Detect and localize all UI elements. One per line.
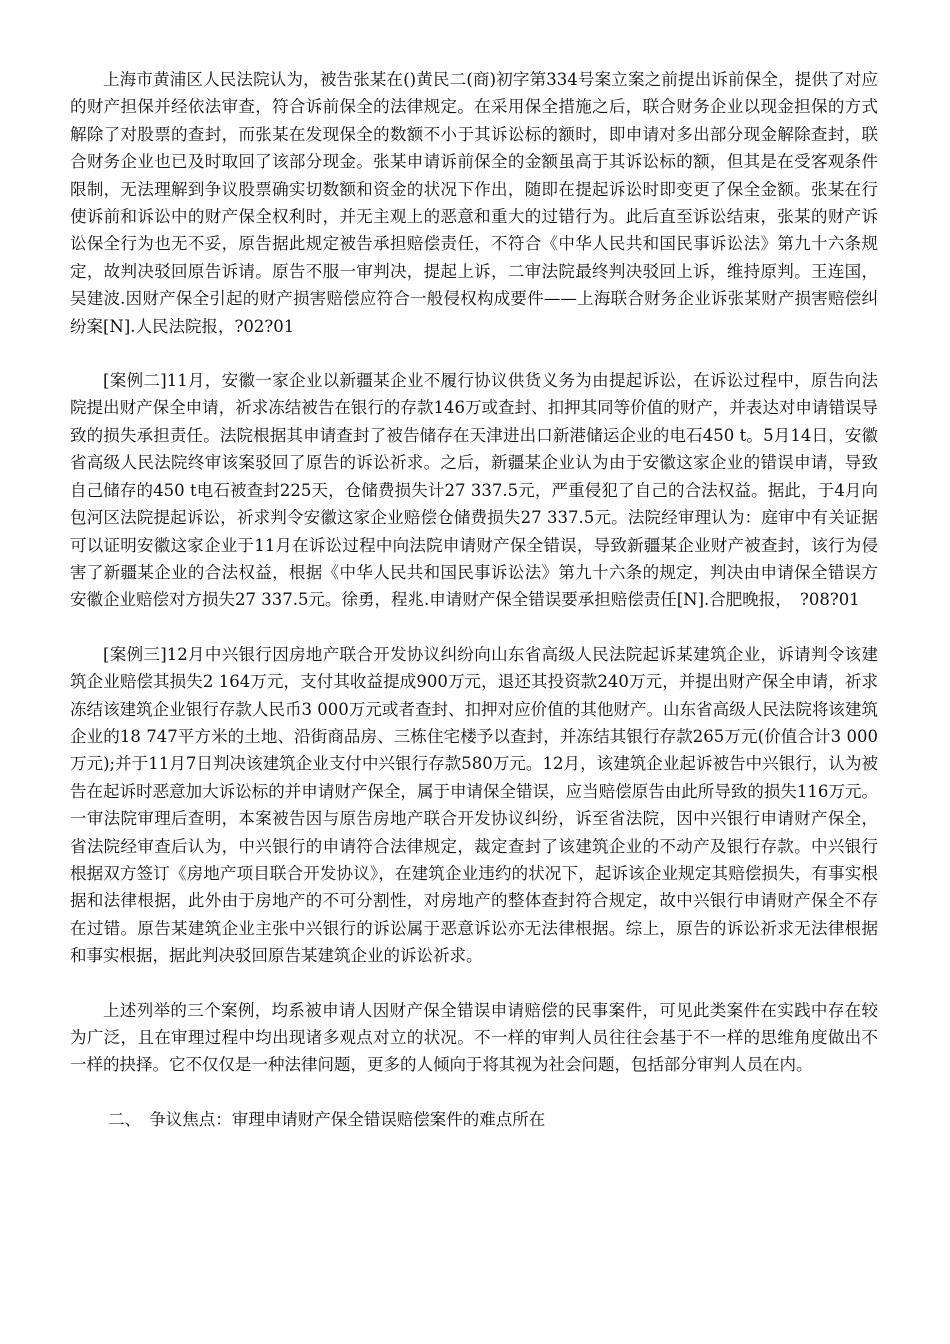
paragraph-gap [70, 970, 878, 997]
paragraph-court-opinion: 上海市黄浦区人民法院认为，被告张某在()黄民二(商)初字第334号案立案之前提出诉前保全，提供了对应的财产担保并经依法审查，符合诉前保全的法律规定。在采用保全措施之后，联合财务企业以现金担保的方式解除了对股票的查封，而张某在发现保全的数额不小于其诉讼标的额时，即申请对多出部分现金解除查封，联合财务企业也已及时取回了该部分现金。张某申请诉前保全的金额虽高于其诉讼标的额，但其是在受客观条件限制，无法理解到争议股票确实切数额和资金的状况下作出，随即在提起诉讼时即变更了保全金额。张某在行使诉前和诉讼中的财产保全权利时，并无主观上的恶意和重大的过错行为。此后直至诉讼结束，张某的财产诉讼保全行为也无不妥，原告据此规定被告承担赔偿责任，不符合《中华人民共和国民事诉讼法》第九十六条规定，故判决驳回原告诉请。原告不服一审判决，提起上诉，二审法院最终判决驳回上诉，维持原判。王连国，吴建波.因财产保全引起的财产损害赔偿应符合一般侵权构成要件——上海联合财务企业诉张某财产损害赔偿纠纷案[N].人民法院报，?02?01 [70, 70, 878, 336]
document-page [70, 66, 878, 1133]
paragraph-summary: 上述列举的三个案例，均系被申请人因财产保全错误申请赔偿的民事案件，可见此类案件在实践中存在较为广泛，且在审理过程中均出现诸多观点对立的状况。不一样的审判人员往往会基于不一样的思维角度做出不一样的抉择。它不仅仅是一种法律问题，更多的人倾向于将其视为社会问题，包括部分审判人员在内。 [70, 1000, 878, 1075]
paragraph-gap [70, 1079, 878, 1106]
paragraph-gap [70, 340, 878, 367]
paragraph-case-three: [案例三]12月中兴银行因房地产联合开发协议纠纷向山东省高级人民法院起诉某建筑企业，诉请判令该建筑企业赔偿其损失2 164万元，支付其收益提成900万元，退还其投资款240万元，并提出财产保全申请，祈求冻结该建筑企业银行存款人民币3 000万元或者查封、扣押对应价值的其他财产。山东省高级人民法院将该建筑企业的18 747平方米的土地、沿街商品房、三栋住宅楼予以查封，并冻结其银行存款265万元(价值合计3 000万元);并于11月7日判决该建筑企业支付中兴银行存款580万元。12月，该建筑企业起诉被告中兴银行，认为被告在起诉时恶意加大诉讼标的并申请财产保全，属于申请保全错误，应当赔偿原告由此所导致的损失116万元。一审法院审理后查明，本案被告因与原告房地产联合开发协议纠纷，诉至省法院，因中兴银行申请财产保全，省法院经审查后认为，中兴银行的申请符合法律规定，裁定查封了该建筑企业的不动产及银行存款。中兴银行根据双方签订《房地产项目联合开发协议》，在建筑企业违约的状况下，起诉该企业规定其赔偿损失，有事实根据和法律根据，此外由于房地产的不可分割性，对房地产的整体查封符合规定，故中兴银行申请财产保全不存在过错。原告某建筑企业主张中兴银行的诉讼属于恶意诉讼亦无法律根据。综上，原告的诉讼祈求无法律根据和事实根据，据此判决驳回原告某建筑企业的诉讼祈求。 [70, 644, 878, 966]
paragraph-case-two: [案例二]11月，安徽一家企业以新疆某企业不履行协议供货义务为由提起诉讼，在诉讼过程中，原告向法院提出财产保全申请，祈求冻结被告在银行的存款146万或查封、扣押其同等价值的财产，并表达对申请错误导致的损失承担责任。法院根据其申请查封了被告储存在天津进出口新港储运企业的电石450 t。5月14日，安徽省高级人民法院终审该案驳回了原告的诉讼祈求。之后，新疆某企业认为由于安徽这家企业的错误申请，导致自己储存的450 t电石被查封225天，仓储费损失计27 337.5元，严重侵犯了自己的合法权益。据此，于4月向包河区法院提起诉讼，祈求判令安徽这家企业赔偿仓储费损失27 337.5元。法院经审理认为：庭审中有关证据可以证明安徽这家企业于11月在诉讼过程中向法院申请财产保全错误，导致新疆某企业财产被查封，该行为侵害了新疆某企业的合法权益，根据《中华人民共和国民事诉讼法》第九十六条的规定，判决由申请保全错误方安徽企业赔偿对方损失27 337.5元。徐勇，程兆.申请财产保全错误要承担赔偿责任[N].合肥晚报， ?08?01 [70, 371, 878, 610]
paragraph-gap [70, 614, 878, 641]
section-heading: 二、 争议焦点：审理申请财产保全错误赔偿案件的难点所在 [108, 1109, 546, 1129]
